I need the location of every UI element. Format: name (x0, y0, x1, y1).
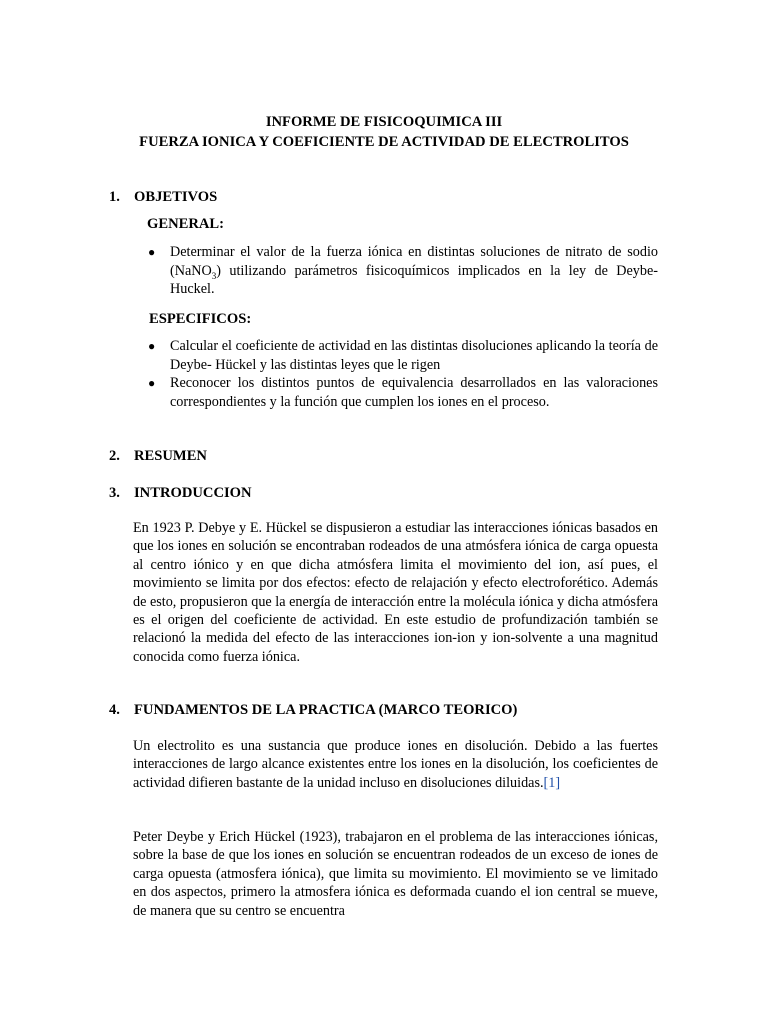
section-number: 3. (109, 485, 120, 501)
section-number: 4. (109, 702, 120, 718)
bullet-icon: ● (148, 245, 156, 259)
subheading-especificos: ESPECIFICOS: (149, 311, 252, 327)
specific-objectives-list (148, 337, 658, 411)
report-title: INFORME DE FISICOQUIMICA III (265, 114, 503, 130)
list-item: ● Reconocer los distintos puntos de equivalencia desarrollados en las valoraciones correspondientes y la función que cumplen los iones en el proceso. (148, 375, 658, 410)
subheading-general: GENERAL: (147, 216, 225, 232)
list-item: ● Calcular el coeficiente de actividad en las distintas disoluciones aplicando la teoría de Deybe- Hückel y las distintas leyes que le rigen (148, 338, 658, 373)
section-heading-introduccion (109, 483, 252, 503)
citation-link[interactable]: [1] (543, 774, 561, 791)
general-objectives-list (148, 243, 658, 299)
section-heading-fundamentos (109, 700, 517, 720)
section-number: 1. (109, 189, 120, 205)
report-subtitle: FUERZA IONICA Y COEFICIENTE DE ACTIVIDAD DE ELECTROLITOS (139, 134, 629, 150)
section-title: RESUMEN (134, 448, 207, 464)
section-number: 2. (109, 448, 120, 464)
section-heading-resumen (109, 446, 207, 466)
fundamentos-paragraph-1: Un electrolito es una sustancia que produce iones en disolución. Debido a las fuertes interacciones de largo alcance existentes entre los iones en la disolución, los coeficientes de actividad difieren bastante de la unidad incluso en disoluciones diluidas.[1] (133, 738, 658, 791)
list-item: ● Determinar el valor de la fuerza iónica en distintas soluciones de nitrato de sodio (NaNO$_3$) utilizando parámetros fisicoquímicos implicados en la ley de Deybe-Huckel. (148, 244, 658, 297)
section-title: INTRODUCCION (134, 485, 252, 501)
introduccion-paragraph: En 1923 P. Debye y E. Hückel se dispusieron a estudiar las interacciones iónicas basados en que los iones en solución se encontraban rodeados de una atmósfera iónica de carga opuesta al centro iónico y en que dicha atmósfera limita el movimiento del ion, así pues, el movimiento se limita por dos efectos: efecto de relajación y efecto electroforético. Además de esto, propusieron que la energía de interacción entre la molécula iónica y dicha atmósfera es el origen del coeficiente de actividad. En este estudio de profundización también se relacionó la medida del efecto de las interacciones ion-ion y ion-solvente a una magnitud conocida como fuerza iónica. (133, 520, 658, 665)
section-title: FUNDAMENTOS DE LA PRACTICA (MARCO TEORICO) (134, 702, 518, 718)
bullet-icon: ● (148, 339, 156, 353)
bullet-icon: ● (148, 376, 156, 390)
fundamentos-paragraph-2: Peter Deybe y Erich Hückel (1923), trabajaron en el problema de las interacciones iónicas, sobre la base de que los iones en solución se encuentran rodeados de un exceso de iones de carga opuesta (atmosfera iónica), que limita su movimiento. El movimiento se ve limitado en dos aspectos, primero la atmosfera iónica es deformada cuando el ion central se mueve, de manera que su centro se encuentra (133, 829, 658, 919)
section-title: OBJETIVOS (134, 189, 218, 205)
section-heading-objetivos (109, 187, 217, 207)
